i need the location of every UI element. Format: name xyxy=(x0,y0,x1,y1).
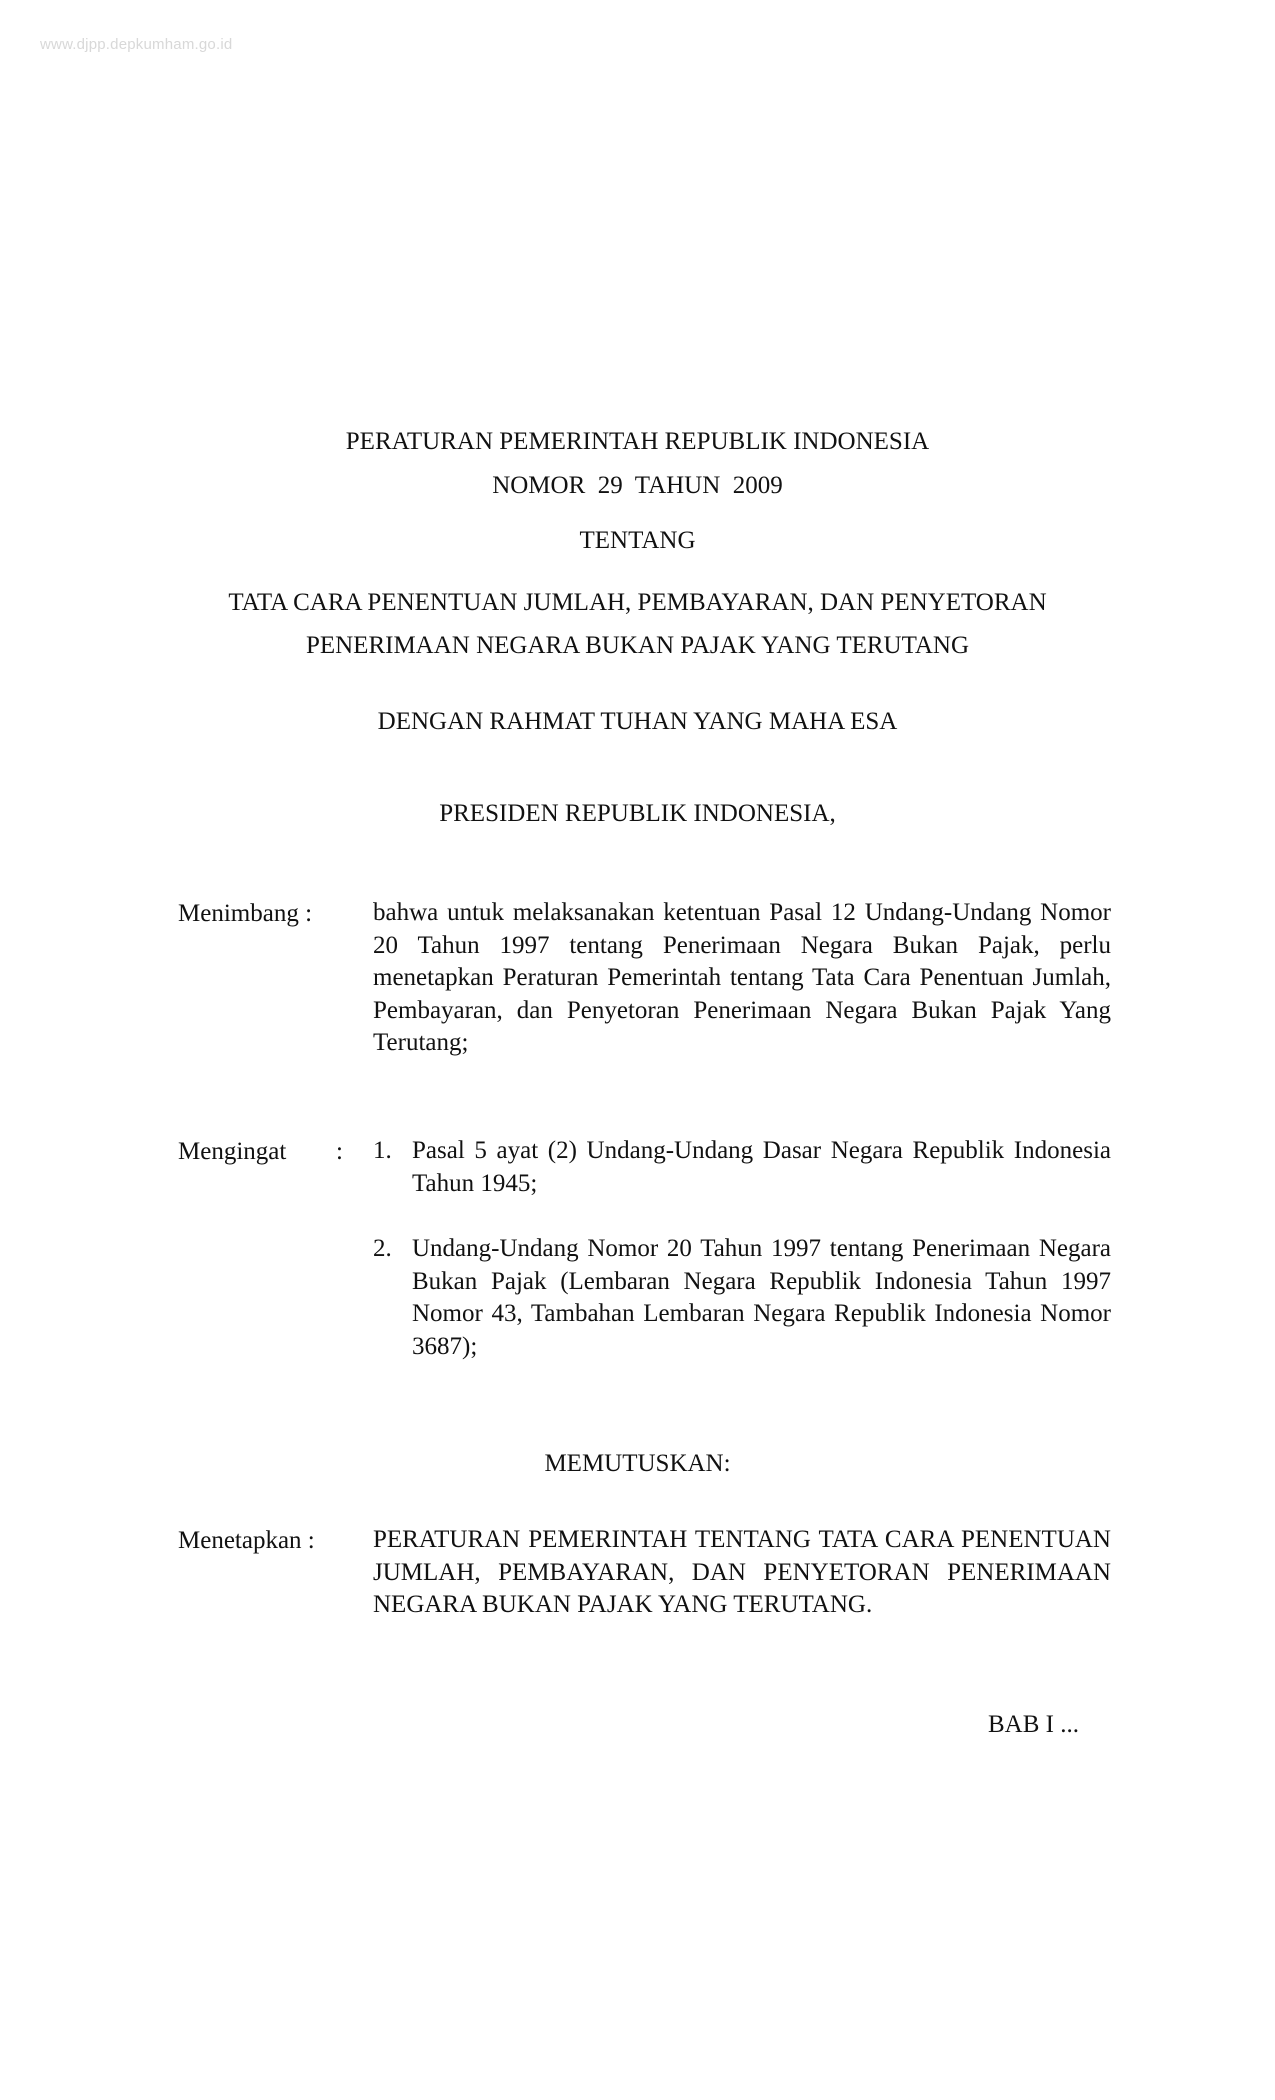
mengingat-item-text: Pasal 5 ayat (2) Undang-Undang Dasar Negara Republik Indonesia Tahun 1945; xyxy=(412,1137,1111,1197)
mengingat-label: Mengingat xyxy=(178,1138,287,1165)
decision-heading: MEMUTUSKAN: xyxy=(544,1450,731,1477)
menimbang-label: Menimbang : xyxy=(178,900,313,927)
menetapkan-text: PERATURAN PEMERINTAH TENTANG TATA CARA PENENTUAN JUMLAH, PEMBAYARAN, DAN PENYETORAN PENERIMAAN NEGARA BUKAN PAJAK YANG TERUTANG. xyxy=(373,1526,1111,1618)
watermark-url: www.djpp.depkumham.go.id xyxy=(40,36,233,53)
mengingat-item-text: Undang-Undang Nomor 20 Tahun 1997 tentang Penerimaan Negara Bukan Pajak (Lembaran Negara Republik Indonesia Tahun 1997 Nomor 43, Tambahan Lembaran Negara Republik Indonesia Nomor 3687); xyxy=(412,1235,1111,1360)
mengingat-colon: : xyxy=(336,1138,343,1165)
document-number: NOMOR 29 TAHUN 2009 xyxy=(492,472,783,499)
continuation-marker: BAB I ... xyxy=(988,1711,1079,1738)
document-subject-line-1: TATA CARA PENENTUAN JUMLAH, PEMBAYARAN, DAN PENYETORAN xyxy=(228,589,1047,616)
menimbang-text: bahwa untuk melaksanakan ketentuan Pasal 12 Undang-Undang Nomor 20 Tahun 1997 tentang Penerimaan Negara Bukan Pajak, perlu menetapkan Peraturan Pemerintah tentang Tata Cara Penentuan Jumlah, Pembayaran, dan Penyetoran Penerimaan Negara Bukan Pajak Yang Terutang; xyxy=(373,899,1111,1056)
document-title: PERATURAN PEMERINTAH REPUBLIK INDONESIA xyxy=(345,428,930,455)
issuer-line: PRESIDEN REPUBLIK INDONESIA, xyxy=(439,800,836,827)
document-subject-line-2: PENERIMAAN NEGARA BUKAN PAJAK YANG TERUTANG xyxy=(305,632,970,659)
blessing-line: DENGAN RAHMAT TUHAN YANG MAHA ESA xyxy=(377,708,898,735)
menetapkan-label: Menetapkan : xyxy=(178,1527,315,1554)
mengingat-item-number: 1. xyxy=(373,1137,392,1164)
document-about: TENTANG xyxy=(579,527,696,554)
mengingat-item-number: 2. xyxy=(373,1235,392,1262)
